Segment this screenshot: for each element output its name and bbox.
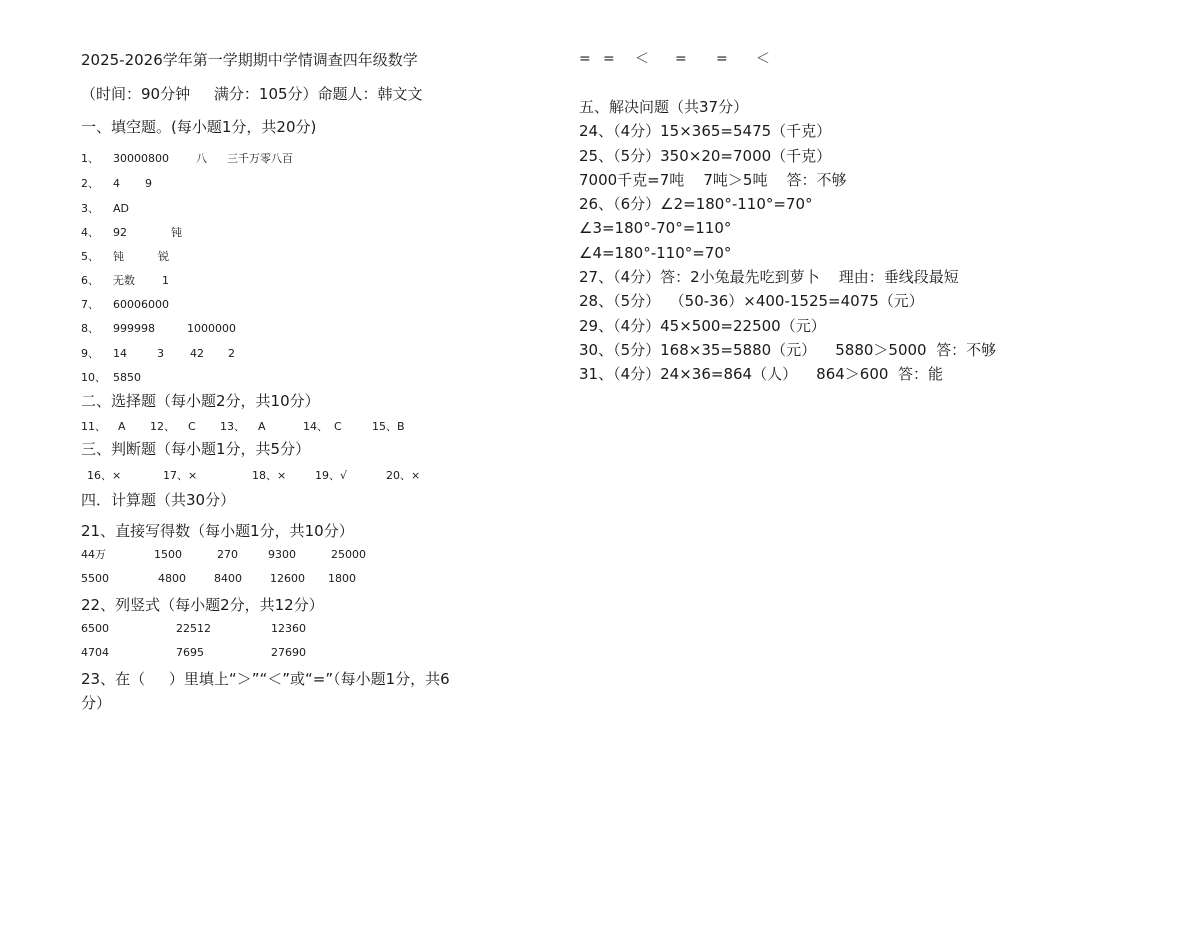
q12-number: 12、 (150, 420, 175, 433)
q6-answer-2: 1 (162, 274, 169, 287)
q13-number: 13、 (220, 420, 245, 433)
q15-answer: 15、B (372, 420, 405, 433)
q1-number: 1、 (81, 152, 99, 165)
q19-answer: 19、√ (315, 469, 348, 482)
q4-answer-2: 钝 (171, 226, 182, 239)
q20-answer: 20、× (386, 469, 421, 482)
q23-answer-1: = (579, 51, 591, 67)
document-title: 2025-2026学年第一学期期中学情调查四年级数学 (81, 51, 418, 69)
q18-answer: 18、× (252, 469, 287, 482)
q4-answer-1: 92 (113, 226, 127, 239)
q22-r2-c2: 7695 (176, 646, 204, 659)
q21-r1-c1: 44万 (81, 548, 106, 561)
q31-answer: 31、（4分）24×36=864（人） 864＞600 答：能 (579, 365, 943, 383)
q21-r2-c1: 5500 (81, 572, 109, 585)
q23-heading-line1: 23、在（ ）里填上“＞”“＜”或“=”（每小题1分，共6 (81, 670, 450, 688)
section1-heading: 一、填空题。(每小题1分，共20分) (81, 118, 317, 136)
q9-number: 9、 (81, 347, 99, 360)
q1-answer-1: 30000800 (113, 152, 169, 165)
q10-number: 10、 (81, 371, 106, 384)
q8-answer-2: 1000000 (187, 322, 236, 335)
q16-answer: 16、× (87, 469, 122, 482)
q23-answer-4: = (675, 51, 687, 67)
q2-answer-1: 4 (113, 177, 120, 190)
q26-angle3: ∠3=180°-70°=110° (579, 219, 732, 237)
q23-answer-6: ＜ (756, 51, 770, 67)
section5-heading: 五、解决问题（共37分） (579, 98, 749, 116)
q1-answer-2: 八 (196, 152, 207, 165)
q14-answer: C (334, 420, 342, 433)
q23-answer-5: = (716, 51, 728, 67)
q6-number: 6、 (81, 274, 99, 287)
q23-heading-line2: 分） (81, 694, 112, 712)
q25-answer: 25、（5分）350×20=7000（千克） (579, 147, 832, 165)
q5-answer-1: 钝 (113, 250, 124, 263)
q21-r1-c4: 9300 (268, 548, 296, 561)
q9-answer-2: 3 (157, 347, 164, 360)
q5-number: 5、 (81, 250, 99, 263)
q3-number: 3、 (81, 202, 99, 215)
q23-answer-3: ＜ (635, 51, 649, 67)
q24-answer: 24、（4分）15×365=5475（千克） (579, 122, 832, 140)
q26-answer: 26、（6分）∠2=180°-110°=70° (579, 195, 813, 213)
q9-answer-3: 42 (190, 347, 204, 360)
q26-angle4: ∠4=180°-110°=70° (579, 244, 732, 262)
q7-answer-1: 60006000 (113, 298, 169, 311)
q29-answer: 29、（4分）45×500=22500（元） (579, 317, 826, 335)
q21-r1-c3: 270 (217, 548, 238, 561)
q7-number: 7、 (81, 298, 99, 311)
q3-answer-1: AD (113, 202, 129, 215)
q13-answer: A (258, 420, 266, 433)
q12-answer: C (188, 420, 196, 433)
q2-number: 2、 (81, 177, 99, 190)
q9-answer-1: 14 (113, 347, 127, 360)
q21-r1-c2: 1500 (154, 548, 182, 561)
q22-r1-c1: 6500 (81, 622, 109, 635)
q11-answer: A (118, 420, 126, 433)
q27-answer: 27、（4分）答：2小兔最先吃到萝卜 理由：垂线段最短 (579, 268, 959, 286)
q14-number: 14、 (303, 420, 328, 433)
q23-answer-2: = (603, 51, 615, 67)
q5-answer-2: 锐 (158, 250, 169, 263)
q8-number: 8、 (81, 322, 99, 335)
q21-r2-c2: 4800 (158, 572, 186, 585)
q10-answer-1: 5850 (113, 371, 141, 384)
q22-r1-c3: 12360 (271, 622, 306, 635)
q6-answer-1: 无数 (113, 274, 135, 287)
q28-answer: 28、（5分） （50-36）×400-1525=4075（元） (579, 292, 924, 310)
q2-answer-2: 9 (145, 177, 152, 190)
q9-answer-4: 2 (228, 347, 235, 360)
q1-answer-3: 三千万零八百 (227, 152, 293, 165)
q21-r1-c5: 25000 (331, 548, 366, 561)
q22-r2-c3: 27690 (271, 646, 306, 659)
q21-r2-c5: 1800 (328, 572, 356, 585)
q21-r2-c3: 8400 (214, 572, 242, 585)
q8-answer-1: 999998 (113, 322, 155, 335)
section4-heading: 四．计算题（共30分） (81, 491, 236, 509)
q25-conclusion: 7000千克=7吨 7吨＞5吨 答：不够 (579, 171, 847, 189)
q30-answer: 30、（5分）168×35=5880（元） 5880＞5000 答：不够 (579, 341, 997, 359)
q17-answer: 17、× (163, 469, 198, 482)
q4-number: 4、 (81, 226, 99, 239)
section3-heading: 三、判断题（每小题1分，共5分） (81, 440, 311, 458)
q21-r2-c4: 12600 (270, 572, 305, 585)
q22-r1-c2: 22512 (176, 622, 211, 635)
q21-heading: 21、直接写得数（每小题1分，共10分） (81, 522, 354, 540)
section2-heading: 二、选择题（每小题2分，共10分） (81, 392, 320, 410)
exam-info: （时间：90分钟 满分：105分）命题人：韩文文 (81, 85, 423, 103)
q22-heading: 22、列竖式（每小题2分，共12分） (81, 596, 324, 614)
q22-r2-c1: 4704 (81, 646, 109, 659)
q11-number: 11、 (81, 420, 106, 433)
